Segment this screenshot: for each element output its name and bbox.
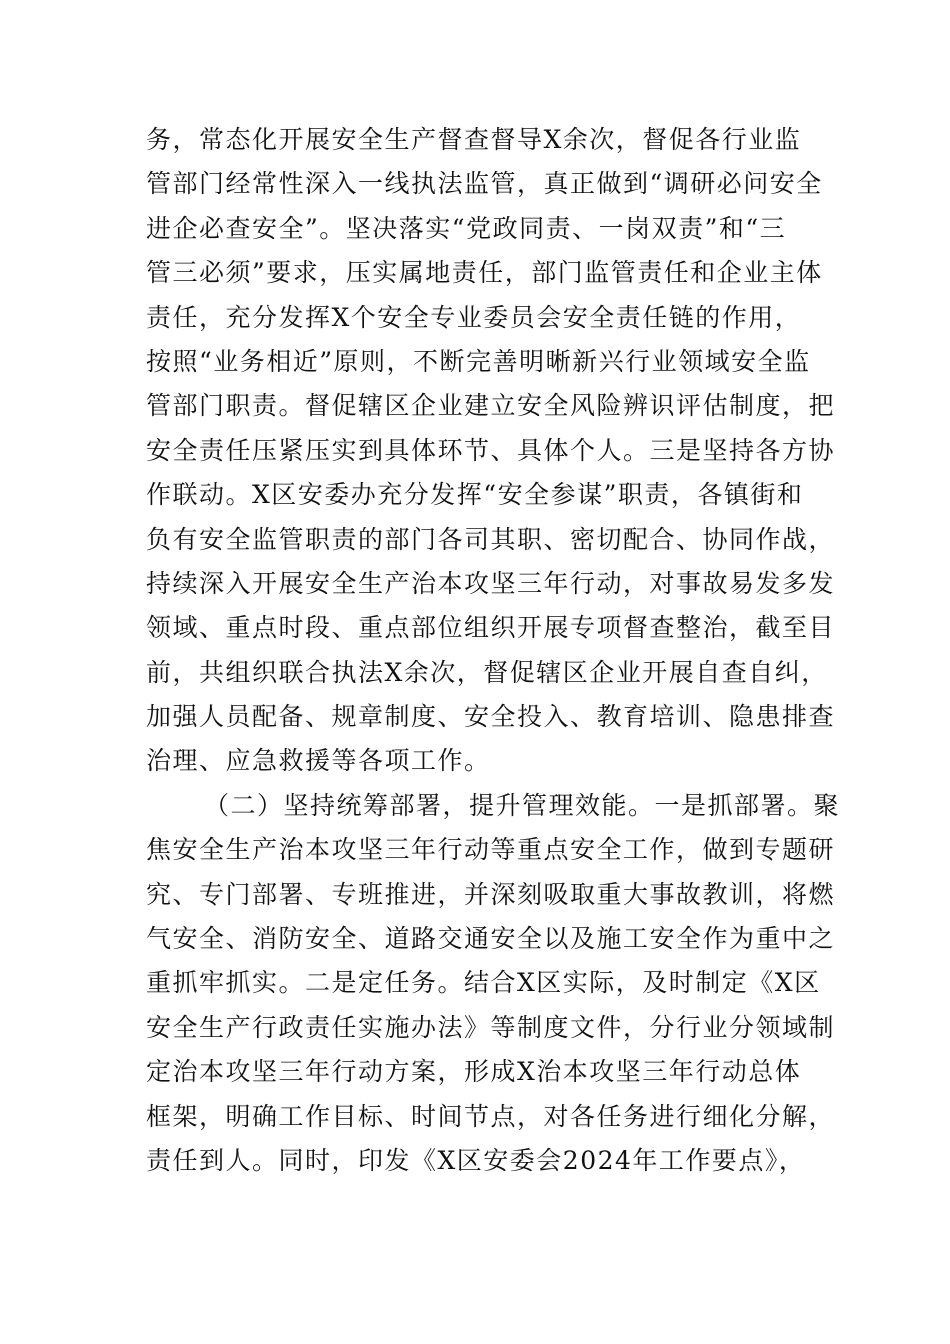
text-line: 焦安全生产治本攻坚三年行动等重点安全工作，做到专题研	[146, 835, 836, 865]
text-line: 管部门职责。督促辖区企业建立安全风险辨识评估制度，把	[146, 391, 836, 421]
text-line: 治理、应急救援等各项工作。	[146, 746, 491, 776]
text-line: 作联动。X区安委办充分发挥“安全参谋”职责，各镇街和	[146, 480, 804, 510]
text-line: 安全生产行政责任实施办法》等制度文件，分行业分领域制	[146, 1012, 836, 1042]
text-line: 安全责任压紧压实到具体环节、具体个人。三是坚持各方协	[146, 435, 836, 465]
text-line: 务，常态化开展安全生产督查督导X余次，督促各行业监	[146, 125, 802, 154]
text-line: 进企必查安全”。坚决落实“党政同责、一岗双责”和“三	[146, 213, 787, 243]
text-line: 责任，充分发挥X个安全专业委员会安全责任链的作用，	[146, 302, 802, 332]
text-line: 定治本攻坚三年行动方案，形成X治本攻坚三年行动总体	[146, 1057, 802, 1087]
text-line: 究、专门部署、专班推进，并深刻吸取重大事故教训，将燃	[146, 879, 836, 909]
text-line: 管三必须”要求，压实属地责任，部门监管责任和企业主体	[146, 258, 823, 288]
text-line: 持续深入开展安全生产治本攻坚三年行动，对事故易发多发	[146, 568, 836, 598]
text-line: 前，共组织联合执法X余次，督促辖区企业开展自查自纠，	[146, 657, 828, 687]
text-line: 加强人员配备、规章制度、安全投入、教育培训、隐患排查	[146, 702, 836, 732]
text-line: 按照“业务相近”原则，不断完善明晰新兴行业领域安全监	[146, 346, 811, 376]
document-body-text	[146, 118, 841, 1183]
text-line: 框架，明确工作目标、时间节点，对各任务进行细化分解，	[146, 1101, 836, 1131]
text-line: 气安全、消防安全、道路交通安全以及施工安全作为重中之	[146, 924, 836, 954]
text-line: 负有安全监管职责的部门各司其职、密切配合、协同作战，	[146, 524, 836, 554]
text-line: 领域、重点时段、重点部位组织开展专项督查整治，截至目	[146, 613, 836, 643]
text-line: 责任到人。同时，印发《X区安委会2024年工作要点》，	[146, 1145, 806, 1175]
paragraph-heading-line: （二）坚持统筹部署，提升管理效能。一是抓部署。聚	[204, 790, 841, 820]
text-line: 管部门经常性深入一线执法监管，真正做到“调研必问安全	[146, 169, 823, 199]
text-line: 重抓牢抓实。二是定任务。结合X区实际，及时制定《X区	[146, 968, 821, 998]
